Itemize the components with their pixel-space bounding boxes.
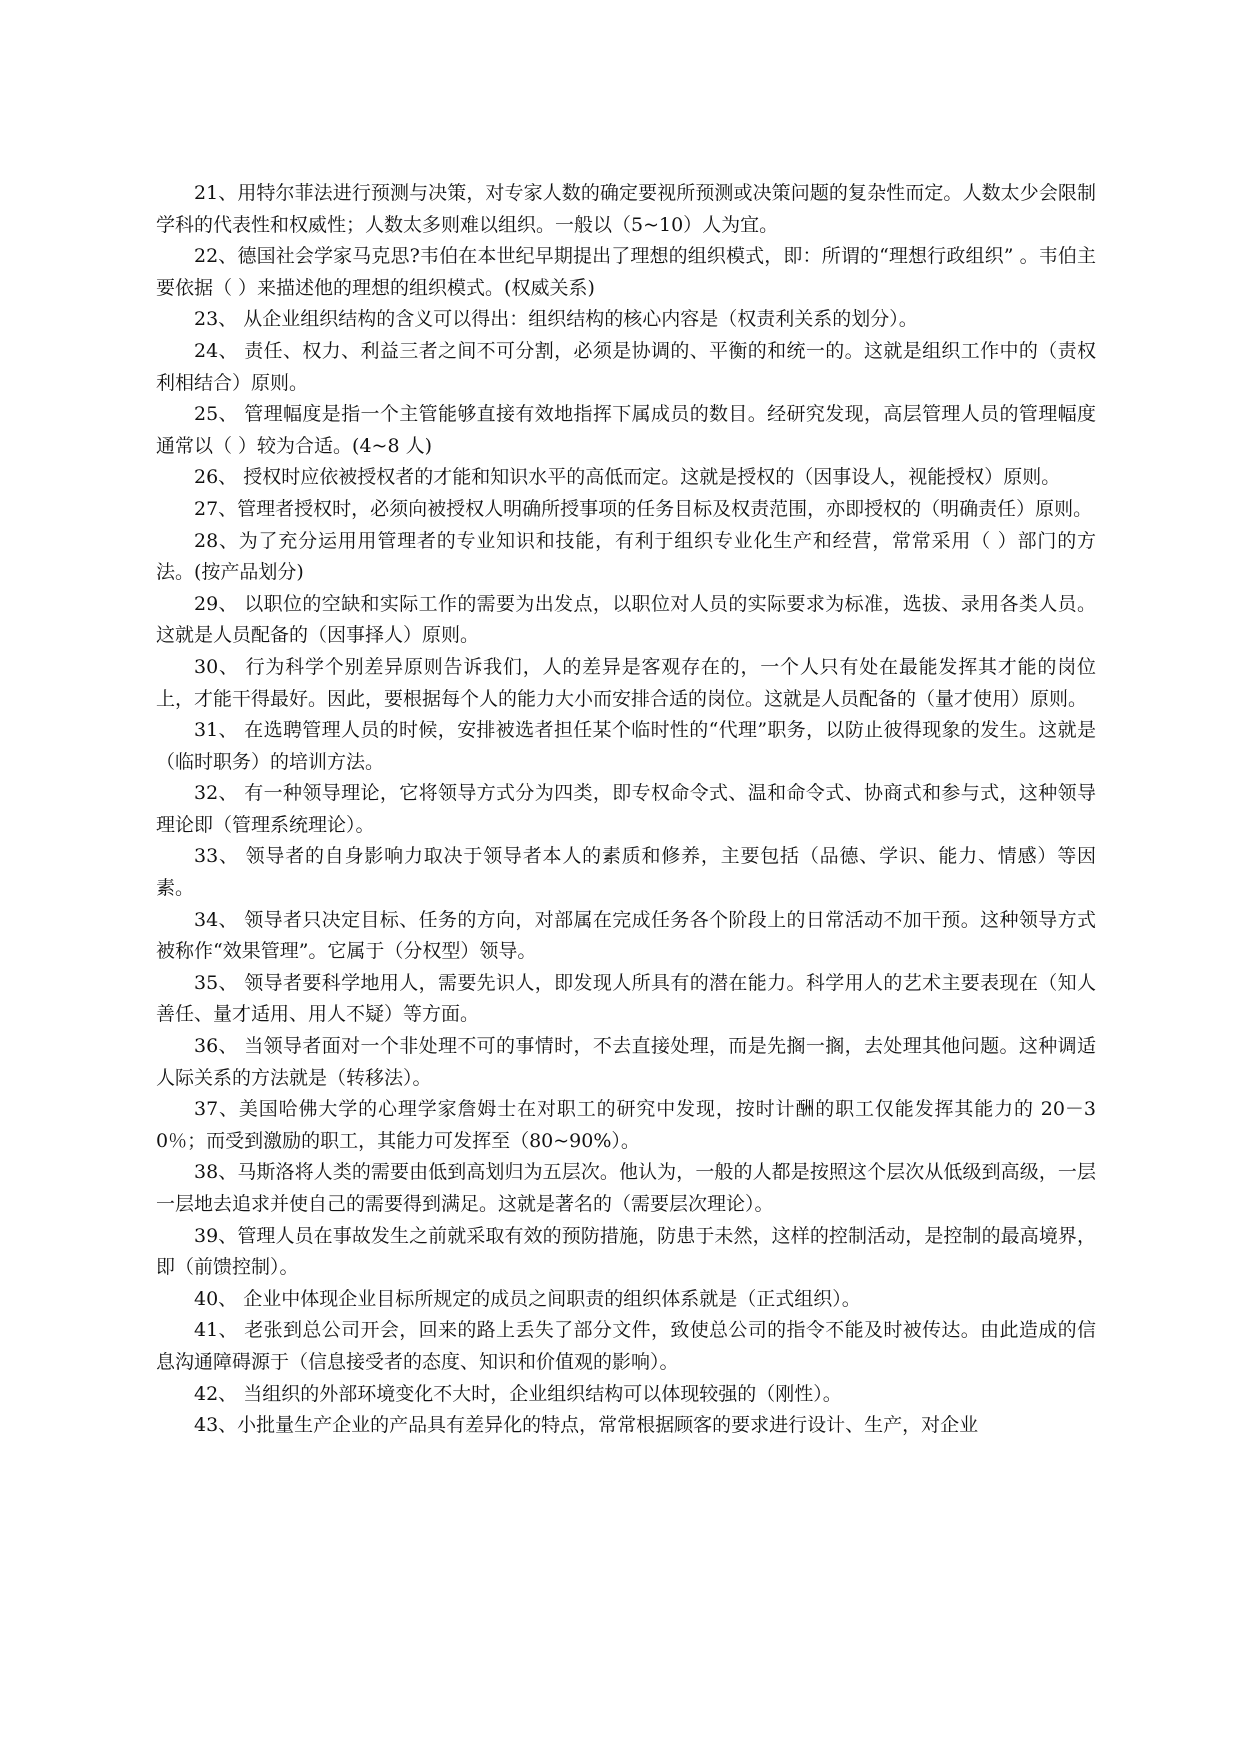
- question-43: 43、小批量生产企业的产品具有差异化的特点，常常根据顾客的要求进行设计、生产，对企业: [194, 1414, 979, 1437]
- question-28: 28、为了充分运用用管理者的专业知识和技能，有利于组织专业化生产和经营，常常采用（ ）部门的方法。(按产品划分): [156, 529, 1096, 584]
- question-39: 39、管理人员在事故发生之前就采取有效的预防措施，防患于未然，这样的控制活动，是控制的最高境界，即（前馈控制）。: [156, 1224, 1096, 1279]
- question-40: 40、 企业中体现企业目标所规定的成员之间职责的组织体系就是（正式组织）。: [194, 1287, 861, 1310]
- document-body: [156, 178, 1096, 1442]
- question-33: 33、 领导者的自身影响力取决于领导者本人的素质和修养，主要包括（品德、学识、能力、情感）等因素。: [156, 845, 1096, 900]
- question-31: 31、 在选聘管理人员的时候，安排被选者担任某个临时性的“代理”职务，以防止彼得现象的发生。这就是（临时职务）的培训方法。: [156, 719, 1096, 773]
- question-24: 24、 责任、权力、利益三者之间不可分割，必须是协调的、平衡的和统一的。这就是组织工作中的（责权利相结合）原则。: [156, 339, 1096, 394]
- question-34: 34、 领导者只决定目标、任务的方向，对部属在完成任务各个阶段上的日常活动不加干预。这种领导方式被称作“效果管理”。它属于（分权型）领导。: [156, 908, 1096, 963]
- question-25: 25、 管理幅度是指一个主管能够直接有效地指挥下属成员的数目。经研究发现，高层管理人员的管理幅度通常以（ ）较为合适。(4~8 人): [156, 403, 1096, 457]
- question-23: 23、 从企业组织结构的含义可以得出：组织结构的核心内容是（权责利关系的划分）。: [194, 308, 918, 331]
- question-37: 37、美国哈佛大学的心理学家詹姆士在对职工的研究中发现，按时计酬的职工仅能发挥其能力的 20－30％；而受到激励的职工，其能力可发挥至（80~90%）。: [156, 1098, 1096, 1152]
- question-30: 30、 行为科学个别差异原则告诉我们，人的差异是客观存在的，一个人只有处在最能发挥其才能的岗位上，才能干得最好。因此，要根据每个人的能力大小而安排合适的岗位。这就是人员配备的（量才使用）原则。: [156, 655, 1096, 710]
- question-29: 29、 以职位的空缺和实际工作的需要为出发点，以职位对人员的实际要求为标准，选拔、录用各类人员。这就是人员配备的（因事择人）原则。: [156, 592, 1096, 647]
- question-32: 32、 有一种领导理论，它将领导方式分为四类，即专权命令式、温和命令式、协商式和参与式，这种领导理论即（管理系统理论）。: [156, 782, 1096, 836]
- question-42: 42、 当组织的外部环境变化不大时，企业组织结构可以体现较强的（刚性）。: [194, 1382, 842, 1405]
- question-21: 21、用特尔菲法进行预测与决策，对专家人数的确定要视所预测或决策问题的复杂性而定。人数太少会限制学科的代表性和权威性；人数太多则难以组织。一般以（5~10）人为宜。: [156, 182, 1096, 236]
- question-35: 35、 领导者要科学地用人，需要先识人，即发现人所具有的潜在能力。科学用人的艺术主要表现在（知人善任、量才适用、用人不疑）等方面。: [156, 971, 1096, 1026]
- question-36: 36、 当领导者面对一个非处理不可的事情时，不去直接处理，而是先搁一搁，去处理其他问题。这种调适人际关系的方法就是（转移法）。: [156, 1035, 1096, 1089]
- question-41: 41、 老张到总公司开会，回来的路上丢失了部分文件，致使总公司的指令不能及时被传达。由此造成的信息沟通障碍源于（信息接受者的态度、知识和价值观的影响）。: [156, 1319, 1096, 1373]
- question-27: 27、管理者授权时，必须向被授权人明确所授事项的任务目标及权责范围，亦即授权的（明确责任）原则。: [194, 497, 1093, 520]
- question-22: 22、德国社会学家马克思?韦伯在本世纪早期提出了理想的组织模式，即：所谓的“理想行政组织” 。韦伯主要依据（ ）来描述他的理想的组织模式。(权威关系): [156, 245, 1096, 299]
- question-26: 26、 授权时应依被授权者的才能和知识水平的高低而定。这就是授权的（因事设人，视能授权）原则。: [194, 466, 1061, 489]
- question-38: 38、马斯洛将人类的需要由低到高划归为五层次。他认为，一般的人都是按照这个层次从低级到高级，一层一层地去追求并使自己的需要得到满足。这就是著名的（需要层次理论）。: [156, 1161, 1096, 1215]
